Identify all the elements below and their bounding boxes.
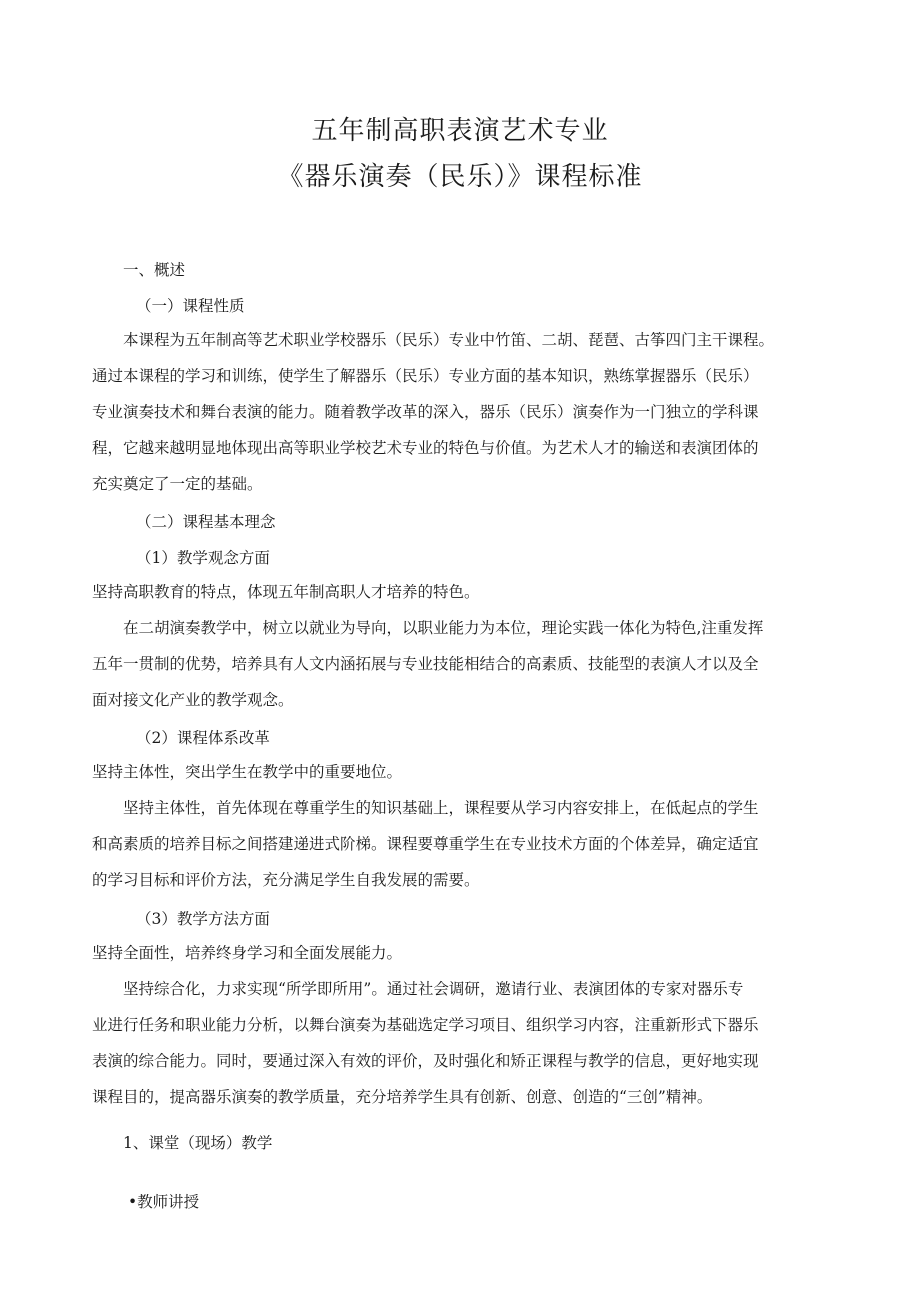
- paragraph-line: 面对接文化产业的教学观念。: [92, 691, 294, 709]
- paragraph-line: 课程目的，提高器乐演奏的教学质量，充分培养学生具有创新、创意、创造的“三创”精神。: [92, 1088, 713, 1106]
- paragraph-teaching-concepts: [92, 574, 852, 718]
- paragraph-curriculum-reform: [92, 754, 852, 898]
- paragraph-line: 坚持高职教育的特点，体现五年制高职人才培养的特色。: [92, 583, 480, 601]
- paragraph-line: 坚持综合化，力求实现“所学即所用”。通过社会调研，邀请行业、表演团体的专家对器乐专: [123, 980, 744, 998]
- item-heading-curriculum-reform: （2）课程体系改革: [136, 729, 270, 747]
- subsection-heading-course-nature: （一）课程性质: [136, 297, 245, 315]
- item-heading-teaching-concepts: （1）教学观念方面: [136, 549, 270, 567]
- paragraph-line: 和高素质的培养目标之间搭建递进式阶梯。课程要尊重学生在专业技术方面的个体差异，确定适宜: [92, 835, 759, 853]
- paragraph-line: 坚持全面性，培养终身学习和全面发展能力。: [92, 944, 403, 962]
- paragraph-course-nature: [92, 322, 852, 502]
- item-heading-teaching-methods: （3）教学方法方面: [136, 910, 270, 928]
- paragraph-line: 坚持主体性，首先体现在尊重学生的知识基础上，课程要从学习内容安排上，在低起点的学生: [123, 799, 759, 817]
- paragraph-line: 在二胡演奏教学中，树立以就业为导向，以职业能力为本位，理论实践一体化为特色,注重发挥: [123, 619, 764, 637]
- paragraph-line: 的学习目标和评价方法，充分满足学生自我发展的需要。: [92, 871, 480, 889]
- paragraph-line: 表演的综合能力。同时，要通过深入有效的评价，及时强化和矫正课程与教学的信息，更好地实现: [92, 1052, 759, 1070]
- document-title-line2: 《器乐演奏（民乐）》课程标准: [277, 162, 643, 192]
- paragraph-line: 充实奠定了一定的基础。: [92, 475, 263, 493]
- paragraph-teaching-methods: [92, 935, 852, 1115]
- paragraph-line: 通过本课程的学习和训练，使学生了解器乐（民乐）专业方面的基本知识，熟练掌握器乐（民乐）: [92, 367, 759, 385]
- document-title-line1: 五年制高职表演艺术专业: [311, 116, 609, 146]
- paragraph-line: 坚持主体性，突出学生在教学中的重要地位。: [92, 763, 403, 781]
- section-heading-overview: 一、概述: [123, 261, 186, 279]
- paragraph-line: 业进行任务和职业能力分析，以舞台演奏为基础选定学习项目、组织学习内容，注重新形式下器乐: [92, 1016, 759, 1034]
- subsection-heading-basic-concepts: （二）课程基本理念: [136, 513, 276, 531]
- paragraph-line: 五年一贯制的优势，培养具有人文内涵拓展与专业技能相结合的高素质、技能型的表演人才以及全: [92, 655, 759, 673]
- paragraph-line: 本课程为五年制高等艺术职业学校器乐（民乐）专业中竹笛、二胡、琵琶、古筝四门主干课程。: [123, 331, 775, 349]
- bullet-teacher-lecture: •教师讲授: [128, 1193, 200, 1211]
- section-heading-classroom-teaching: 1、课堂（现场）教学: [123, 1134, 273, 1152]
- paragraph-line: 专业演奏技术和舞台表演的能力。随着教学改革的深入，器乐（民乐）演奏作为一门独立的学科课: [92, 403, 759, 421]
- paragraph-line: 程，它越来越明显地体现出高等职业学校艺术专业的特色与价值。为艺术人才的输送和表演团体的: [92, 439, 759, 457]
